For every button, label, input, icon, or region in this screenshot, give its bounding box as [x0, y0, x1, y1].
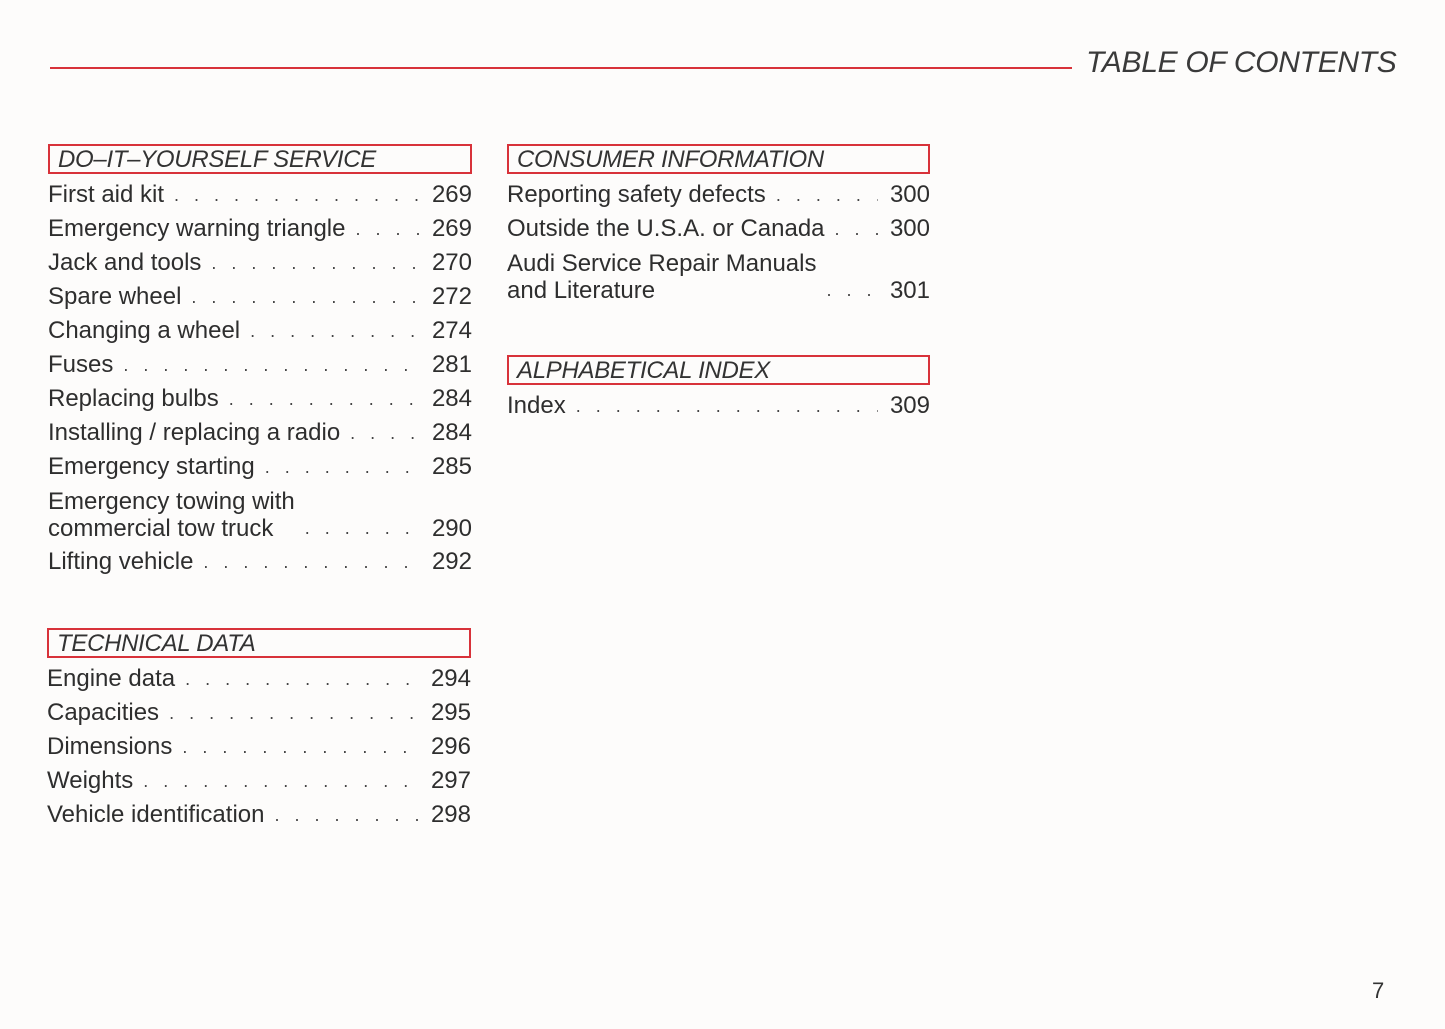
leader-dots: [355, 212, 420, 246]
toc-entry-label: Jack and tools: [48, 249, 202, 276]
leader-dots: [182, 730, 419, 764]
leader-dots: [203, 545, 420, 579]
toc-entry-label: Capacities: [47, 699, 160, 726]
toc-entry-label: Reporting safety defects: [507, 181, 766, 208]
toc-list: [47, 662, 471, 832]
toc-entry-page: 270: [431, 249, 472, 276]
leader-dots: [143, 764, 419, 798]
header-rule: [50, 67, 1072, 69]
leader-dots: [229, 382, 420, 416]
toc-entry-label: Engine data: [47, 665, 176, 692]
leader-dots: [191, 280, 420, 314]
toc-entry[interactable]: [48, 348, 472, 382]
leader-dots: [250, 314, 420, 348]
page-title: TABLE OF CONTENTS: [1086, 46, 1397, 79]
leader-dots: [211, 246, 420, 280]
toc-entry-label: Spare wheel: [48, 283, 182, 310]
leader-dots: [174, 178, 420, 212]
toc-entry[interactable]: [48, 416, 472, 450]
toc-entry-page: 300: [889, 215, 930, 242]
toc-entry-label-line2: and Literature: [507, 277, 656, 304]
toc-entry-page: 309: [889, 392, 930, 419]
leader-dots: [826, 277, 878, 304]
leader-dots: [265, 450, 420, 484]
toc-entry-label-line1: Audi Service Repair Manuals: [507, 250, 817, 277]
toc-entry-label: Fuses: [48, 351, 114, 378]
toc-entry-label: Dimensions: [47, 733, 173, 760]
toc-entry-label: Installing / replacing a radio: [48, 419, 341, 446]
section-alphabetical-index: [507, 355, 930, 423]
toc-entry-page: 301: [889, 277, 930, 304]
leader-dots: [185, 662, 419, 696]
leader-dots: [350, 416, 420, 450]
toc-entry[interactable]: [48, 545, 472, 579]
toc-entry[interactable]: [507, 250, 930, 304]
page-number: 7: [1372, 978, 1385, 1003]
toc-entry-label: Emergency warning triangle: [48, 215, 346, 242]
toc-list: [48, 178, 472, 579]
toc-entry[interactable]: [507, 212, 930, 246]
toc-entry-page: 297: [430, 767, 471, 794]
toc-list: [507, 178, 930, 304]
leader-dots: [835, 212, 878, 246]
toc-list: [507, 389, 930, 423]
toc-entry-page: 281: [431, 351, 472, 378]
toc-entry-label: Replacing bulbs: [48, 385, 219, 412]
section-diy-service: [48, 144, 472, 579]
toc-entry-label-line1: Emergency towing with: [48, 488, 295, 515]
toc-entry-page: 290: [431, 515, 472, 542]
toc-entry-page: 298: [430, 801, 471, 828]
toc-entry-label: Weights: [47, 767, 134, 794]
toc-entry-label: Vehicle identification: [47, 801, 265, 828]
leader-dots: [274, 798, 419, 832]
toc-entry-label: Changing a wheel: [48, 317, 241, 344]
section-consumer-information: [507, 144, 930, 307]
leader-dots: [305, 515, 420, 542]
toc-entry[interactable]: [48, 178, 472, 212]
toc-entry-label: [507, 250, 816, 304]
toc-entry[interactable]: [47, 696, 471, 730]
toc-entry-page: 285: [431, 453, 472, 480]
toc-entry-page: 294: [430, 665, 471, 692]
toc-entry[interactable]: [47, 798, 471, 832]
toc-entry-label: Emergency starting: [48, 453, 255, 480]
toc-entry-page: 284: [431, 419, 472, 446]
toc-entry-page: 274: [431, 317, 472, 344]
leader-dots: [169, 696, 419, 730]
leader-dots: [576, 389, 878, 423]
leader-dots: [776, 178, 878, 212]
toc-entry-label-line2: commercial tow truck: [48, 515, 274, 542]
section-heading: ALPHABETICAL INDEX: [507, 355, 930, 385]
toc-entry[interactable]: [48, 314, 472, 348]
toc-entry[interactable]: [507, 178, 930, 212]
toc-entry-page: 295: [430, 699, 471, 726]
toc-entry-label: [48, 488, 295, 542]
toc-entry[interactable]: [48, 212, 472, 246]
toc-entry[interactable]: [48, 280, 472, 314]
section-heading: TECHNICAL DATA: [47, 628, 471, 658]
leader-dots: [123, 348, 420, 382]
toc-entry-page: 292: [431, 548, 472, 575]
toc-entry[interactable]: [47, 662, 471, 696]
toc-entry-page: 269: [431, 181, 472, 208]
toc-entry-page: 272: [431, 283, 472, 310]
toc-entry[interactable]: [48, 450, 472, 484]
toc-entry[interactable]: [507, 389, 930, 423]
toc-entry-page: 269: [431, 215, 472, 242]
toc-entry[interactable]: [47, 730, 471, 764]
toc-entry[interactable]: [47, 764, 471, 798]
toc-entry-label: Index: [507, 392, 566, 419]
toc-entry-label: Lifting vehicle: [48, 548, 194, 575]
section-heading: DO–IT–YOURSELF SERVICE: [48, 144, 472, 174]
section-technical-data: [47, 628, 471, 832]
toc-entry-page: 300: [889, 181, 930, 208]
toc-entry-page: 296: [430, 733, 471, 760]
toc-entry[interactable]: [48, 246, 472, 280]
toc-entry-page: 284: [431, 385, 472, 412]
toc-entry-label: First aid kit: [48, 181, 165, 208]
toc-entry-label: Outside the U.S.A. or Canada: [507, 215, 825, 242]
section-heading: CONSUMER INFORMATION: [507, 144, 930, 174]
toc-entry[interactable]: [48, 382, 472, 416]
toc-entry[interactable]: [48, 488, 472, 542]
